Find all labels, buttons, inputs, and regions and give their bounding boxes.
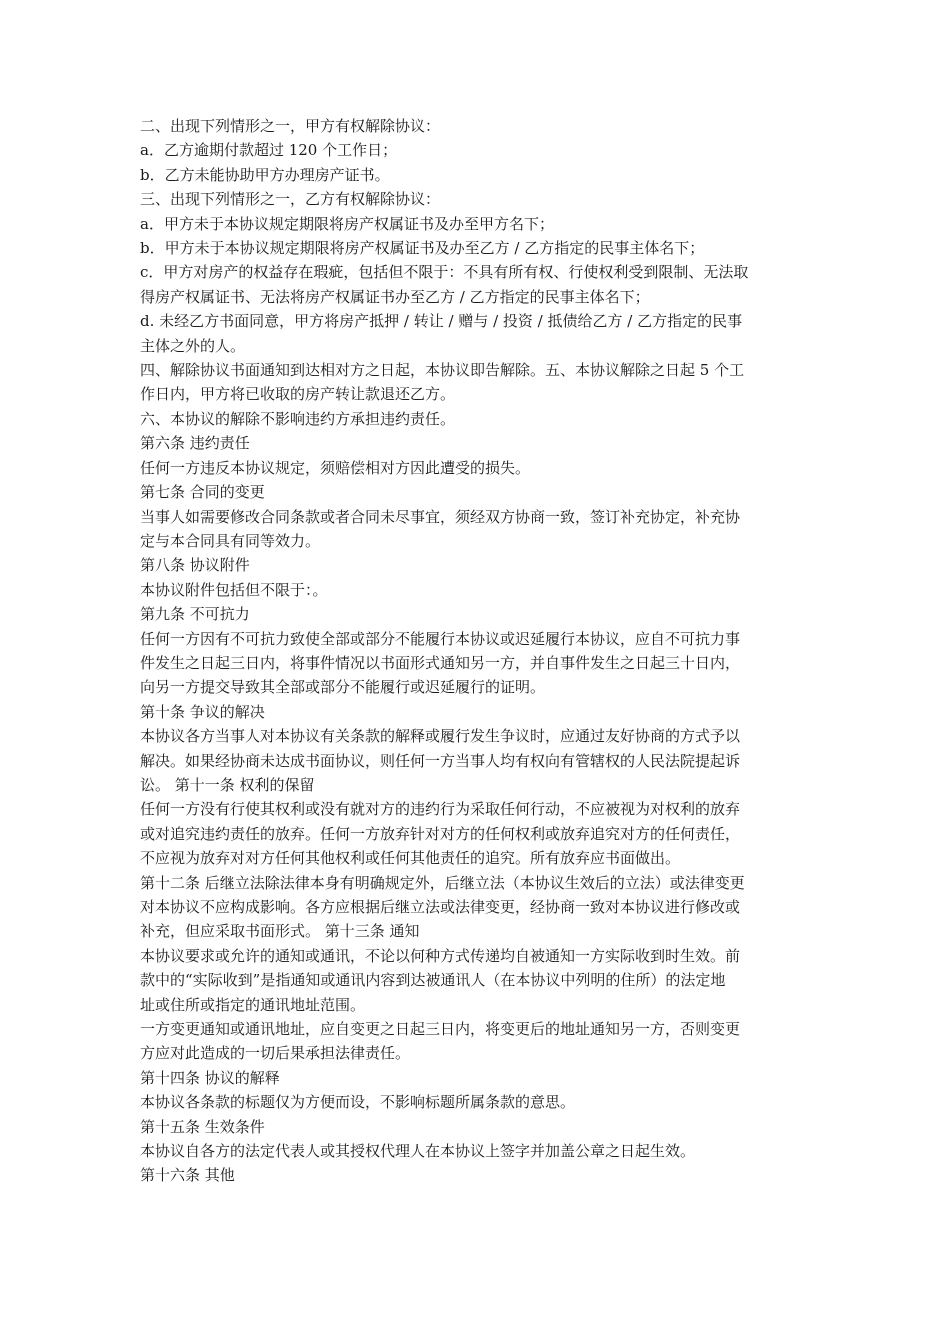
document-line: 本协议附件包括但不限于：。	[140, 580, 328, 599]
document-line: b．甲方未于本协议规定期限将房产权属证书及办至乙方 / 乙方指定的民事主体名下；	[140, 239, 705, 258]
document-line: 二、出现下列情形之一，甲方有权解除协议：	[140, 117, 441, 135]
document-line: 讼。 第十一条 权利的保留	[140, 775, 315, 794]
document-line: 本协议要求或允许的通知或通讯，不论以何种方式传递均自被通知一方实际收到时生效。前	[140, 946, 741, 965]
document-line: 定与本合同具有同等效力。	[140, 531, 321, 550]
document-line: 本协议自各方的法定代表人或其授权代理人在本协议上签字并加盖公章之日起生效。	[140, 1142, 696, 1161]
document-body	[140, 114, 812, 1188]
document-line: 第十四条 协议的解释	[140, 1068, 280, 1087]
document-line: 第十二条 后继立法除法律本身有明确规定外，后继立法（本协议生效后的立法）或法律变更	[140, 873, 745, 892]
document-line: 第七条 合同的变更	[140, 483, 265, 502]
document-line: 本协议各方当事人对本协议有关条款的解释或履行发生争议时，应通过友好协商的方式予以	[140, 727, 741, 746]
document-line: 主体之外的人。	[140, 336, 246, 355]
document-line: 六、本协议的解除不影响违约方承担违约责任。	[140, 409, 456, 428]
document-line: d. 未经乙方书面同意，甲方将房产抵押 / 转让 / 赠与 / 投资 / 抵债给乙方 / 乙方指定的民事	[140, 312, 743, 331]
document-line: 当事人如需要修改合同条款或者合同未尽事宜，须经双方协商一致，签订补充协定，补充协	[140, 507, 741, 526]
document-line: 补充，但应采取书面形式。 第十三条 通知	[140, 922, 420, 941]
document-line: 任何一方没有行使其权利或没有就对方的违约行为采取任何行动，不应被视为对权利的放弃	[140, 800, 741, 819]
document-line: 第十五条 生效条件	[140, 1117, 265, 1136]
document-line: 四、解除协议书面通知到达相对方之日起，本协议即告解除。五、本协议解除之日起 5 个工	[140, 361, 745, 380]
document-line: 第九条 不可抗力	[140, 605, 250, 624]
document-line: 对本协议不应构成影响。各方应根据后继立法或法律变更，经协商一致对本协议进行修改或	[140, 898, 741, 916]
document-line: 款中的“实际收到”是指通知或通讯内容到达被通讯人（在本协议中列明的住所）的法定地	[140, 971, 726, 990]
document-line: 或对追究违约责任的放弃。任何一方放弃针对对方的任何权利或放弃追究对方的任何责任，	[140, 824, 741, 843]
document-line: 任何一方因有不可抗力致使全部或部分不能履行本协议或迟延履行本协议，应自不可抗力事	[140, 629, 741, 648]
document-line: 第八条 协议附件	[140, 556, 250, 575]
document-line: 第十条 争议的解决	[140, 702, 265, 721]
document-line: 不应视为放弃对对方任何其他权利或任何其他责任的追究。所有放弃应书面做出。	[140, 849, 681, 868]
document-line: 第六条 违约责任	[140, 434, 250, 453]
document-line: 得房产权属证书、无法将房产权属证书办至乙方 / 乙方指定的民事主体名下；	[140, 287, 650, 306]
document-line: b．乙方未能协助甲方办理房产证书。	[140, 165, 390, 184]
document-line: c．甲方对房产的权益存在瑕疵，包括但不限于：不具有所有权、行使权利受到限制、无法取	[140, 263, 749, 282]
document-line: 解决。如果经协商未达成书面协议，则任何一方当事人均有权向有管辖权的人民法院提起诉	[140, 751, 741, 770]
document-line: 本协议各条款的标题仅为方便而设，不影响标题所属条款的意思。	[140, 1093, 576, 1112]
document-line: a．甲方未于本协议规定期限将房产权属证书及办至甲方名下；	[140, 214, 554, 233]
document-line: 作日内，甲方将已收取的房产转让款退还乙方。	[140, 385, 456, 404]
document-line: 向另一方提交导致其全部或部分不能履行或迟延履行的证明。	[140, 678, 546, 697]
document-line: 三、出现下列情形之一，乙方有权解除协议：	[140, 190, 441, 209]
document-line: 件发生之日起三日内，将事件情况以书面形式通知另一方，并自事件发生之日起三十日内，	[140, 653, 741, 672]
document-line: 方应对此造成的一切后果承担法律责任。	[140, 1044, 411, 1063]
document-line: a．乙方逾期付款超过 120 个工作日；	[140, 141, 398, 160]
document-line: 任何一方违反本协议规定，须赔偿相对方因此遭受的损失。	[140, 458, 531, 477]
document-line: 第十六条 其他	[140, 1166, 235, 1185]
document-line: 一方变更通知或通讯地址，应自变更之日起三日内，将变更后的地址通知另一方，否则变更	[140, 1020, 741, 1039]
document-line: 址或住所或指定的通讯地址范围。	[140, 995, 366, 1014]
